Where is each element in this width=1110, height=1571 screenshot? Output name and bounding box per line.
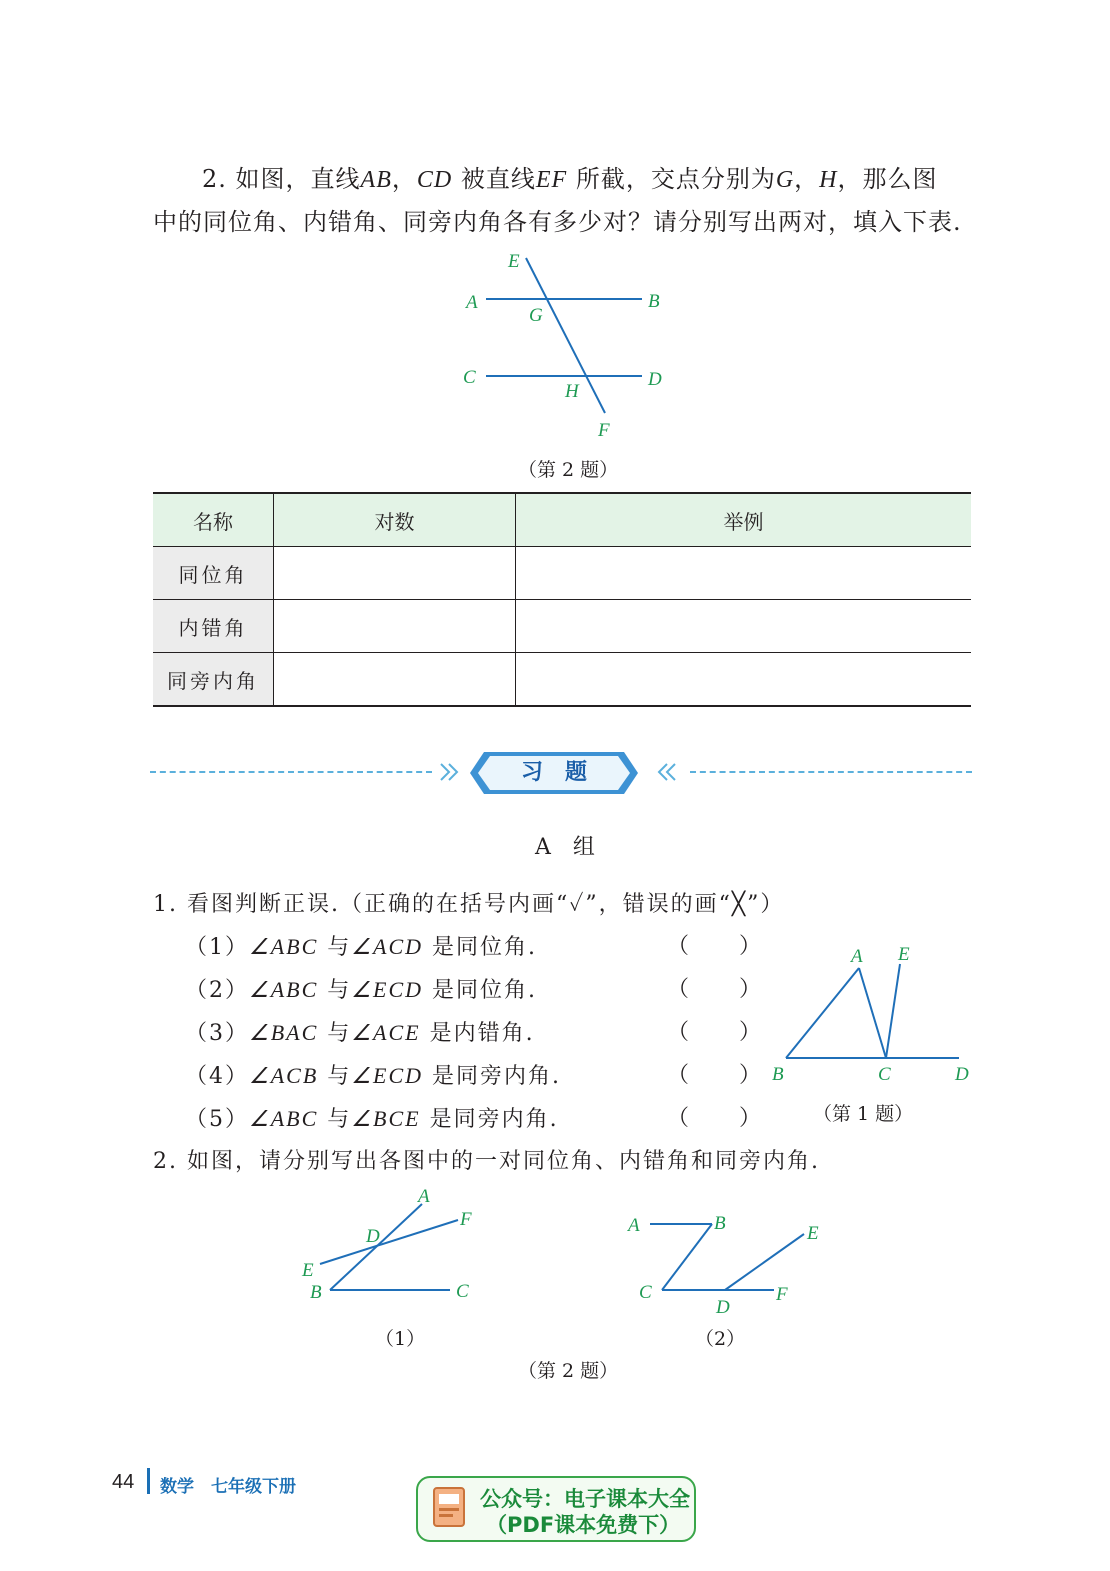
chevron-left-icon	[654, 760, 678, 784]
label-e: E	[302, 1260, 314, 1281]
answer-paren[interactable]: （ ）	[667, 1063, 764, 1088]
list-item: （1）∠ABC 与∠ACD 是同位角. （ ）	[185, 926, 765, 969]
label-d: D	[366, 1226, 380, 1247]
label-a: A	[628, 1215, 640, 1236]
exercise-1-prompt: 1. 看图判断正误.（正确的在括号内画“✓”，错误的画“╳”）	[153, 892, 785, 917]
label-c: C	[456, 1281, 469, 1302]
label-f: F	[776, 1284, 788, 1305]
label-b: B	[714, 1213, 726, 1234]
watermark-badge	[416, 1476, 696, 1542]
row-label: 内错角	[153, 600, 274, 653]
divider-left	[150, 771, 432, 773]
row-label: 同位角	[153, 547, 274, 600]
example-cell[interactable]	[516, 653, 972, 707]
label-g: G	[529, 305, 543, 326]
count-cell[interactable]	[274, 600, 516, 653]
header-name: 名称	[153, 493, 274, 547]
answer-paren[interactable]: （ ）	[667, 934, 764, 959]
segment-ab	[786, 968, 859, 1058]
list-item: （3）∠BAC 与∠ACE 是内错角. （ ）	[185, 1012, 765, 1055]
label-d: D	[648, 369, 662, 390]
label-f: F	[598, 420, 610, 441]
footer-divider	[147, 1468, 150, 1494]
answer-paren[interactable]: （ ）	[667, 1106, 764, 1131]
chevron-right-icon	[438, 760, 462, 784]
segment-bc	[662, 1224, 712, 1290]
ray-ce	[886, 964, 900, 1058]
label-a: A	[851, 946, 863, 967]
count-cell[interactable]	[274, 547, 516, 600]
label-b: B	[310, 1282, 322, 1303]
label-e: E	[898, 944, 910, 965]
row-label: 同旁内角	[153, 653, 274, 707]
label-c: C	[463, 367, 476, 388]
exercise-2-prompt: 2. 如图，请分别写出各图中的一对同位角、内错角和同旁内角.	[153, 1149, 820, 1174]
example-cell[interactable]	[516, 547, 972, 600]
label-d: D	[716, 1297, 730, 1316]
label-c: C	[639, 1282, 652, 1303]
triangle-figure	[766, 940, 976, 1090]
table-header-row	[153, 493, 971, 547]
exercises-heading: 习 题	[520, 760, 587, 785]
exercise-1-items	[185, 926, 765, 1141]
table-row	[153, 600, 971, 653]
list-item: （5）∠ABC 与∠BCE 是同旁内角. （ ）	[185, 1098, 765, 1141]
label-f: F	[460, 1209, 472, 1230]
watermark-line-2: （PDF课本免费下）	[486, 1513, 681, 1537]
header-example: 举例	[516, 493, 972, 547]
group-heading: A 组	[535, 835, 595, 860]
transversal-figure	[440, 245, 700, 445]
problem-2-line-2: 中的同位角、内错角、同旁内角各有多少对？请分别写出两对，填入下表.	[153, 208, 962, 236]
header-count: 对数	[274, 493, 516, 547]
book-title: 数学 七年级下册	[160, 1477, 296, 1497]
label-b: B	[772, 1064, 784, 1085]
list-item: （2）∠ABC 与∠ECD 是同位角. （ ）	[185, 969, 765, 1012]
table-row	[153, 547, 971, 600]
problem-2-line-1: 2. 如图，直线AB，CD 被直线EF 所截，交点分别为G，H，那么图	[202, 165, 938, 193]
label-c: C	[878, 1064, 891, 1085]
label-a: A	[466, 292, 478, 313]
figure-caption: （第 2 题）	[518, 459, 619, 481]
figure-1	[290, 1182, 490, 1312]
figure-1-caption: （1）	[375, 1328, 426, 1350]
line-ef	[320, 1220, 458, 1264]
example-cell[interactable]	[516, 600, 972, 653]
figure-caption: （第 2 题）	[518, 1360, 619, 1382]
page-number: 44	[112, 1471, 135, 1493]
segment-ac	[859, 968, 886, 1058]
label-e: E	[807, 1223, 819, 1244]
ray-de	[725, 1234, 804, 1290]
list-item: （4）∠ACB 与∠ECD 是同旁内角. （ ）	[185, 1055, 765, 1098]
count-cell[interactable]	[274, 653, 516, 707]
watermark-line-1: 公众号：电子课本大全	[480, 1487, 690, 1511]
answer-paren[interactable]: （ ）	[667, 977, 764, 1002]
label-d: D	[955, 1064, 969, 1085]
figure-2	[620, 1206, 840, 1316]
answer-paren[interactable]: （ ）	[667, 1020, 764, 1045]
answer-table	[153, 492, 971, 707]
label-b: B	[648, 291, 660, 312]
figure-2-caption: （2）	[695, 1328, 746, 1350]
table-row	[153, 653, 971, 707]
label-a: A	[418, 1186, 430, 1207]
label-e: E	[508, 251, 520, 272]
figure-caption: （第 1 题）	[813, 1103, 914, 1125]
book-icon	[430, 1486, 470, 1532]
label-h: H	[565, 381, 579, 402]
divider-right	[690, 771, 972, 773]
